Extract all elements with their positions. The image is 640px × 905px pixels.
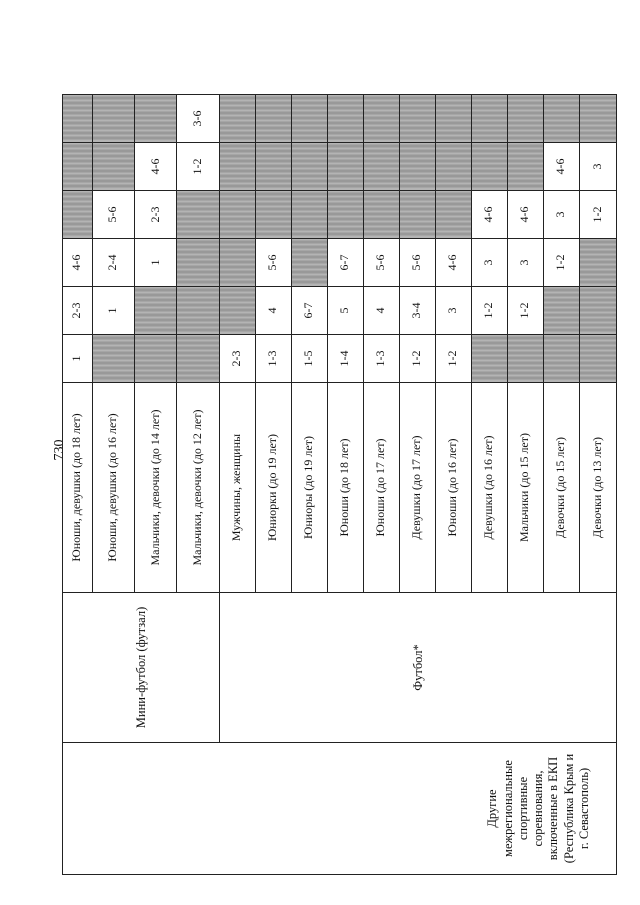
shaded-empty-cell: [327, 191, 363, 239]
place-range-cell: 2-4: [92, 239, 134, 287]
event-name-cell: Другие межрегиональные спортивные соревнования, включенные в ЕКП (Республика Крым и г. Севастополь): [63, 743, 617, 875]
place-range-cell: 2-3: [135, 191, 177, 239]
place-range-cell: 1-2: [399, 335, 435, 383]
shaded-empty-cell: [219, 191, 255, 239]
place-range-cell: 4-6: [135, 143, 177, 191]
place-range-cell: 2-3: [63, 287, 93, 335]
place-range-cell: 3: [507, 239, 543, 287]
shaded-empty-cell: [579, 239, 616, 287]
shaded-empty-cell: [327, 143, 363, 191]
shaded-empty-cell: [255, 191, 291, 239]
shaded-empty-cell: [135, 95, 177, 143]
place-range-cell: 3-6: [177, 95, 219, 143]
age-category-cell: Девочки (до 13 лет): [579, 383, 616, 593]
place-range-cell: 1: [135, 239, 177, 287]
place-range-cell: 1-2: [435, 335, 471, 383]
place-range-cell: 3-4: [399, 287, 435, 335]
shaded-empty-cell: [543, 287, 579, 335]
age-category-cell: Мальчики, девочки (до 12 лет): [177, 383, 219, 593]
place-range-cell: 1-2: [177, 143, 219, 191]
age-category-cell: Юниорки (до 19 лет): [255, 383, 291, 593]
table-body: [63, 95, 617, 875]
age-category-cell: Юниоры (до 19 лет): [291, 383, 327, 593]
shaded-empty-cell: [92, 143, 134, 191]
shaded-empty-cell: [507, 95, 543, 143]
shaded-empty-cell: [291, 191, 327, 239]
age-category-cell: Юноши, девушки (до 18 лет): [63, 383, 93, 593]
shaded-empty-cell: [327, 95, 363, 143]
shaded-empty-cell: [177, 335, 219, 383]
shaded-empty-cell: [363, 143, 399, 191]
place-range-cell: 1-2: [507, 287, 543, 335]
place-range-cell: 2-3: [219, 335, 255, 383]
shaded-empty-cell: [92, 95, 134, 143]
place-range-cell: 1-3: [255, 335, 291, 383]
shaded-empty-cell: [435, 191, 471, 239]
age-category-cell: Юноши (до 16 лет): [435, 383, 471, 593]
shaded-empty-cell: [507, 143, 543, 191]
shaded-empty-cell: [135, 335, 177, 383]
place-range-cell: 5-6: [363, 239, 399, 287]
place-range-cell: 1-2: [543, 239, 579, 287]
shaded-empty-cell: [579, 95, 616, 143]
shaded-empty-cell: [399, 143, 435, 191]
shaded-empty-cell: [255, 143, 291, 191]
age-category-cell: Юноши, девушки (до 16 лет): [92, 383, 134, 593]
age-category-cell: Девушки (до 17 лет): [399, 383, 435, 593]
shaded-empty-cell: [177, 287, 219, 335]
place-range-cell: 6-7: [327, 239, 363, 287]
shaded-empty-cell: [363, 95, 399, 143]
page-number: 730: [52, 439, 67, 461]
place-range-cell: 5-6: [399, 239, 435, 287]
shaded-empty-cell: [435, 95, 471, 143]
sports-ranking-table: [62, 94, 617, 875]
place-range-cell: 3: [543, 191, 579, 239]
shaded-empty-cell: [471, 335, 507, 383]
age-category-cell: Мальчики, девочки (до 14 лет): [135, 383, 177, 593]
place-range-cell: 1: [63, 335, 93, 383]
age-category-cell: Мужчины, женщины: [219, 383, 255, 593]
rotated-table-container: [62, 95, 617, 875]
shaded-empty-cell: [219, 287, 255, 335]
place-range-cell: 3: [435, 287, 471, 335]
age-category-cell: Девушки (до 16 лет): [471, 383, 507, 593]
shaded-empty-cell: [63, 95, 93, 143]
shaded-empty-cell: [363, 191, 399, 239]
place-range-cell: 1-5: [291, 335, 327, 383]
place-range-cell: 1-2: [471, 287, 507, 335]
place-range-cell: 3: [471, 239, 507, 287]
shaded-empty-cell: [63, 143, 93, 191]
age-category-cell: Девочки (до 15 лет): [543, 383, 579, 593]
shaded-empty-cell: [291, 143, 327, 191]
place-range-cell: 4-6: [435, 239, 471, 287]
place-range-cell: 1-4: [327, 335, 363, 383]
discipline-cell: Футбол*: [219, 593, 616, 743]
place-range-cell: 1-3: [363, 335, 399, 383]
place-range-cell: 4-6: [543, 143, 579, 191]
shaded-empty-cell: [507, 335, 543, 383]
shaded-empty-cell: [255, 95, 291, 143]
place-range-cell: 4-6: [471, 191, 507, 239]
table-row: [63, 95, 93, 875]
age-category-cell: Юноши (до 17 лет): [363, 383, 399, 593]
place-range-cell: 5-6: [92, 191, 134, 239]
shaded-empty-cell: [135, 287, 177, 335]
age-category-cell: Юноши (до 18 лет): [327, 383, 363, 593]
shaded-empty-cell: [579, 287, 616, 335]
place-range-cell: 3: [579, 143, 616, 191]
shaded-empty-cell: [435, 143, 471, 191]
shaded-empty-cell: [92, 335, 134, 383]
shaded-empty-cell: [219, 239, 255, 287]
place-range-cell: 5-6: [255, 239, 291, 287]
place-range-cell: 4-6: [63, 239, 93, 287]
place-range-cell: 4: [363, 287, 399, 335]
place-range-cell: 4: [255, 287, 291, 335]
discipline-cell: Мини-футбол (футзал): [63, 593, 220, 743]
shaded-empty-cell: [177, 239, 219, 287]
place-range-cell: 5: [327, 287, 363, 335]
shaded-empty-cell: [291, 95, 327, 143]
place-range-cell: 1: [92, 287, 134, 335]
shaded-empty-cell: [543, 335, 579, 383]
age-category-cell: Мальчики (до 15 лет): [507, 383, 543, 593]
place-range-cell: 4-6: [507, 191, 543, 239]
place-range-cell: 1-2: [579, 191, 616, 239]
shaded-empty-cell: [177, 191, 219, 239]
shaded-empty-cell: [399, 95, 435, 143]
shaded-empty-cell: [219, 143, 255, 191]
shaded-empty-cell: [471, 95, 507, 143]
shaded-empty-cell: [219, 95, 255, 143]
place-range-cell: 6-7: [291, 287, 327, 335]
shaded-empty-cell: [543, 95, 579, 143]
shaded-empty-cell: [399, 191, 435, 239]
shaded-empty-cell: [579, 335, 616, 383]
shaded-empty-cell: [63, 191, 93, 239]
shaded-empty-cell: [471, 143, 507, 191]
shaded-empty-cell: [291, 239, 327, 287]
